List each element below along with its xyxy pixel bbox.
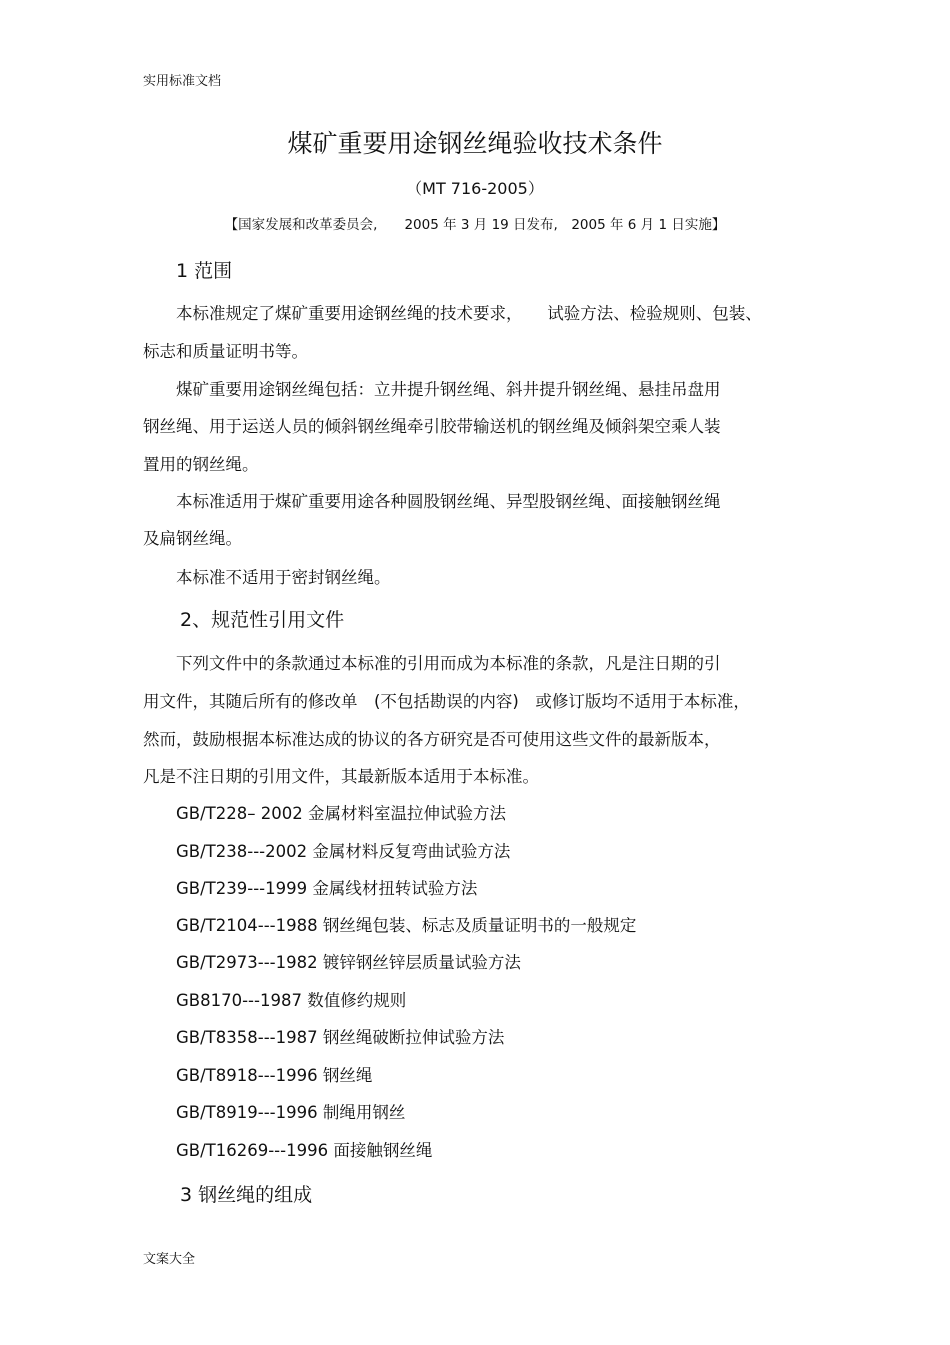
issue-info: 【国家发展和改革委员会, 2005 年 3 月 19 日发布, 2005 年 6 月 1 日实施】 <box>224 217 726 233</box>
standard-code: （MT 716-2005） <box>406 179 544 198</box>
section1-line: 标志和质量证明书等。 <box>143 342 308 361</box>
section1-line: 及扁钢丝绳。 <box>143 529 242 548</box>
section1-line: 置用的钢丝绳。 <box>143 455 259 474</box>
section2-line: 然而，鼓励根据本标准达成的协议的各方研究是否可使用这些文件的最新版本， <box>143 730 721 749</box>
reference-item: GB/T8918---1996 钢丝绳 <box>176 1066 373 1085</box>
section1-line: 本标准适用于煤矿重要用途各种圆股钢丝绳、异型股钢丝绳、面接触钢丝绳 <box>176 492 721 511</box>
reference-item: GB/T238---2002 金属材料反复弯曲试验方法 <box>176 842 511 861</box>
section2-line: 下列文件中的条款通过本标准的引用而成为本标准的条款，凡是注日期的引 <box>176 654 721 673</box>
reference-item: GB8170---1987 数值修约规则 <box>176 991 407 1010</box>
reference-item: GB/T8919---1996 制绳用钢丝 <box>176 1103 406 1122</box>
section2-heading: 2、规范性引用文件 <box>180 609 345 631</box>
reference-item: GB/T16269---1996 面接触钢丝绳 <box>176 1141 433 1160</box>
section2-line: 用文件，其随后所有的修改单 (不包括勘误的内容) 或修订版均不适用于本标准， <box>143 692 750 711</box>
section1-line: 钢丝绳、用于运送人员的倾斜钢丝绳牵引胶带输送机的钢丝绳及倾斜架空乘人装 <box>143 417 721 436</box>
page-footer: 文案大全 <box>143 1252 196 1267</box>
reference-item: GB/T2973---1982 镀锌钢丝锌层质量试验方法 <box>176 953 521 972</box>
document-title: 煤矿重要用途钢丝绳验收技术条件 <box>287 129 663 158</box>
section1-line: 煤矿重要用途钢丝绳包括：立井提升钢丝绳、斜井提升钢丝绳、悬挂吊盘用 <box>176 380 721 399</box>
reference-item: GB/T239---1999 金属线材扭转试验方法 <box>176 879 478 898</box>
section1-line: 本标准规定了煤矿重要用途钢丝绳的技术要求， 试验方法、检验规则、包装、 <box>176 304 762 323</box>
section1-heading: 1 范围 <box>176 260 233 282</box>
section2-line: 凡是不注日期的引用文件，其最新版本适用于本标准。 <box>143 767 539 786</box>
reference-item: GB/T2104---1988 钢丝绳包装、标志及质量证明书的一般规定 <box>176 916 637 935</box>
section1-line: 本标准不适用于密封钢丝绳。 <box>176 568 391 587</box>
reference-item: GB/T228– 2002 金属材料室温拉伸试验方法 <box>176 804 506 823</box>
section3-heading: 3 钢丝绳的组成 <box>180 1184 313 1206</box>
page-header: 实用标准文档 <box>143 74 222 89</box>
reference-item: GB/T8358---1987 钢丝绳破断拉伸试验方法 <box>176 1028 505 1047</box>
